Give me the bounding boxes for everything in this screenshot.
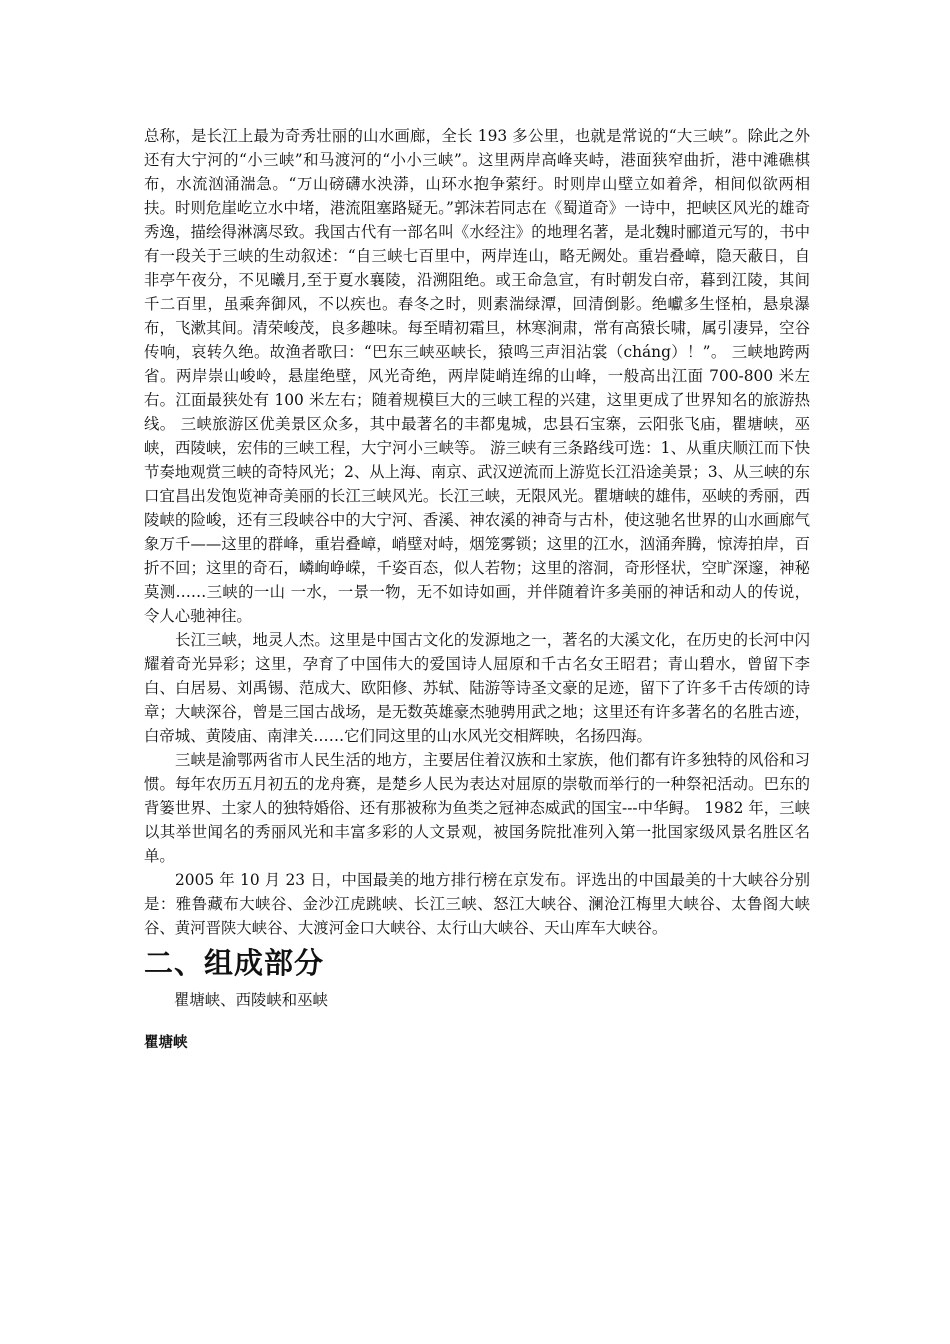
document-page [144, 124, 810, 1055]
body-paragraph-ranking: 2005 年 10 月 23 日，中国最美的地方排行榜在京发布。评选出的中国最美的十大峡谷分别是：雅鲁藏布大峡谷、金沙江虎跳峡、长江三峡、怒江大峡谷、澜沧江梅里大峡谷、太鲁阁大峡谷、黄河晋陕大峡谷、大渡河金口大峡谷、太行山大峡谷、天山库车大峡谷。 [144, 871, 810, 937]
body-paragraph-intro: 总称，是长江上最为奇秀壮丽的山水画廊，全长 193 多公里，也就是常说的“大三峡”。除此之外还有大宁河的“小三峡”和马渡河的“小小三峡”。这里两岸高峰夹峙，港面狭窄曲折，港中滩礁棋布，水流汹涌湍急。“万山磅礴水泱漭，山环水抱争萦纡。时则岸山壁立如着斧，相间似欲两相扶。时则危崖屹立水中堵，港流阻塞路疑无。”郭沫若同志在《蜀道奇》一诗中，把峡区风光的雄奇秀逸，描绘得淋漓尽致。我国古代有一部名叫《水经注》的地理名著，是北魏时郦道元写的，书中有一段关于三峡的生动叙述：“自三峡七百里中，两岸连山，略无阙处。重岩叠嶂，隐天蔽日，自非亭午夜分，不见曦月,至于夏水襄陵，沿溯阻绝。或王命急宣，有时朝发白帝，暮到江陵，其间千二百里，虽乘奔御风，不以疾也。春冬之时，则素湍绿潭，回清倒影。绝巘多生怪柏，悬泉瀑布，飞漱其间。清荣峻茂，良多趣味。每至晴初霜旦，林寒涧肃，常有高猿长啸，属引凄异，空谷传响，哀转久绝。故渔者歌曰：“巴东三峡巫峡长，猿鸣三声泪沾裳（cháng）！”。 三峡地跨两省。两岸崇山峻岭，悬崖绝壁，风光奇绝，两岸陡峭连绵的山峰，一般高出江面 700-800 米左右。江面最狭处有 100 米左右；随着规模巨大的三峡工程的兴建，这里更成了世界知名的旅游热线。 三峡旅游区优美景区众多，其中最著名的丰都鬼城，忠县石宝寨，云阳张飞庙，瞿塘峡，巫峡，西陵峡，宏伟的三峡工程，大宁河小三峡等。 游三峡有三条路线可选：1、从重庆顺江而下快节奏地观赏三峡的奇特风光；2、从上海、南京、武汉逆流而上游览长江沿途美景；3、从三峡的东口宜昌出发饱览神奇美丽的长江三峡风光。长江三峡，无限风光。瞿塘峡的雄伟，巫峡的秀丽，西陵峡的险峻，还有三段峡谷中的大宁河、香溪、神农溪的神奇与古朴，使这驰名世界的山水画廊气象万千——这里的群峰，重岩叠嶂，峭壁对峙，烟笼雾锁；这里的江水，汹涌奔腾，惊涛拍岸，百折不回；这里的奇石，嶙峋峥嵘，千姿百态，似人若物；这里的溶洞，奇形怪状，空旷深邃，神秘莫测……三峡的一山 一水，一景一物，无不如诗如画，并伴随着许多美丽的神话和动人的传说，令人心驰神往。 [144, 127, 810, 625]
section-heading: 二、组成部分 [144, 946, 325, 980]
body-paragraph-customs: 三峡是渝鄂两省市人民生活的地方，主要居住着汉族和土家族，他们都有许多独特的风俗和习惯。每年农历五月初五的龙舟赛，是楚乡人民为表达对屈原的崇敬而举行的一种祭祀活动。巴东的背篓世界、土家人的独特婚俗、还有那被称为鱼类之冠神态威武的国宝---中华鲟。 1982 年，三峡以其举世闻名的秀丽风光和丰富多彩的人文景观，被国务院批准列入第一批国家级风景名胜区名单。 [144, 751, 810, 865]
subsection-heading: 瞿塘峡 [144, 1035, 188, 1051]
body-paragraph-culture: 长江三峡，地灵人杰。这里是中国古文化的发源地之一，著名的大溪文化，在历史的长河中闪耀着奇光异彩；这里，孕育了中国伟大的爱国诗人屈原和千古名女王昭君；青山碧水，曾留下李白、白居易、刘禹锡、范成大、欧阳修、苏轼、陆游等诗圣文豪的足迹，留下了许多千古传颂的诗章；大峡深谷，曾是三国古战场，是无数英雄豪杰驰骋用武之地；这里还有许多著名的名胜古迹，白帝城、黄陵庙、南津关……它们同这里的山水风光交相辉映，名扬四海。 [144, 631, 810, 745]
section-summary: 瞿塘峡、西陵峡和巫峡 [174, 991, 328, 1009]
